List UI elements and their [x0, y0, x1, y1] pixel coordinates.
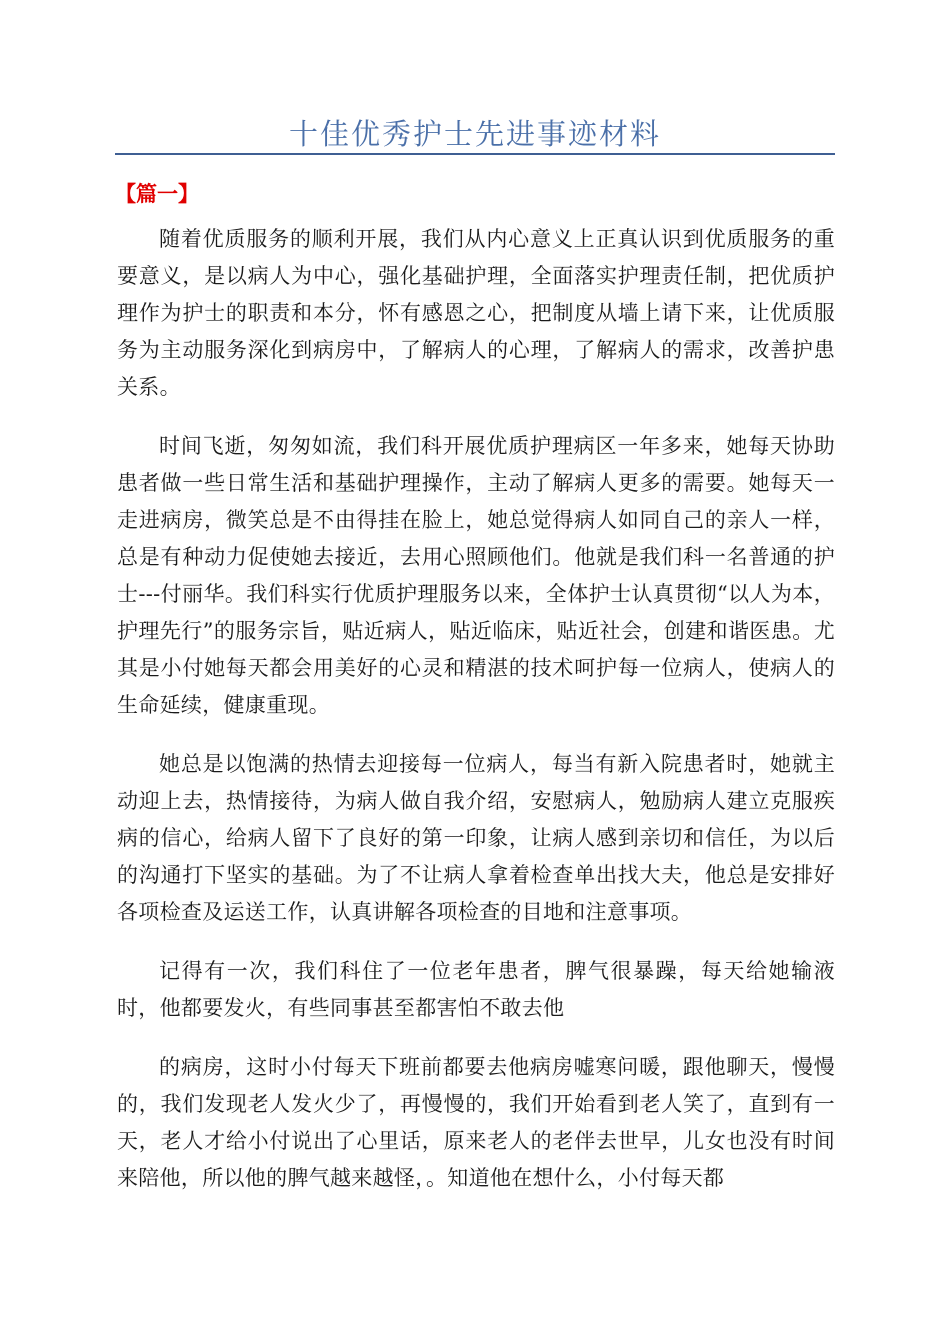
- paragraph: 随着优质服务的顺利开展，我们从内心意义上正真认识到优质服务的重要意义，是以病人为中心，强化基础护理，全面落实护理责任制，把优质护理作为护士的职责和本分，怀有感恩之心，把制度从墙上请下来，让优质服务为主动服务深化到病房中，了解病人的心理，了解病人的需求，改善护患关系。: [117, 227, 835, 399]
- document-body: [117, 221, 835, 1197]
- paragraph: 记得有一次，我们科住了一位老年患者，脾气很暴躁，每天给她输液时，他都要发火，有些同事甚至都害怕不敢去他: [117, 959, 835, 1020]
- paragraph: 她总是以饱满的热情去迎接每一位病人，每当有新入院患者时，她就主动迎上去，热情接待，为病人做自我介绍，安慰病人，勉励病人建立克服疾病的信心，给病人留下了良好的第一印象，让病人感到亲切和信任，为以后的沟通打下坚实的基础。为了不让病人拿着检查单出找大夫，他总是安排好各项检查及运送工作，认真讲解各项检查的目地和注意事项。: [117, 752, 835, 924]
- paragraph: 的病房，这时小付每天下班前都要去他病房嘘寒问暖，跟他聊天，慢慢的，我们发现老人发火少了，再慢慢的，我们开始看到老人笑了，直到有一天，老人才给小付说出了心里话，原来老人的老伴去世早，儿女也没有时间来陪他，所以他的脾气越来越怪，。知道他在想什么，小付每天都: [117, 1055, 835, 1190]
- document-title: 十佳优秀护士先进事迹材料: [288, 117, 661, 151]
- title-underline: [115, 153, 835, 155]
- paragraph: 时间飞逝，匆匆如流，我们科开展优质护理病区一年多来，她每天协助患者做一些日常生活和基础护理操作，主动了解病人更多的需要。她每天一走进病房，微笑总是不由得挂在脸上，她总觉得病人如同自己的亲人一样，总是有种动力促使她去接近，去用心照顾他们。他就是我们科一名普通的护士---付丽华。我们科实行优质护理服务以来，全体护士认真贯彻“以人为本，护理先行”的服务宗旨，贴近病人，贴近临床，贴近社会，创建和谐医患。尤其是小付她每天都会用美好的心灵和精湛的技术呵护每一位病人，使病人的生命延续，健康重现。: [117, 434, 835, 717]
- section-label: 【篇一】: [115, 182, 199, 206]
